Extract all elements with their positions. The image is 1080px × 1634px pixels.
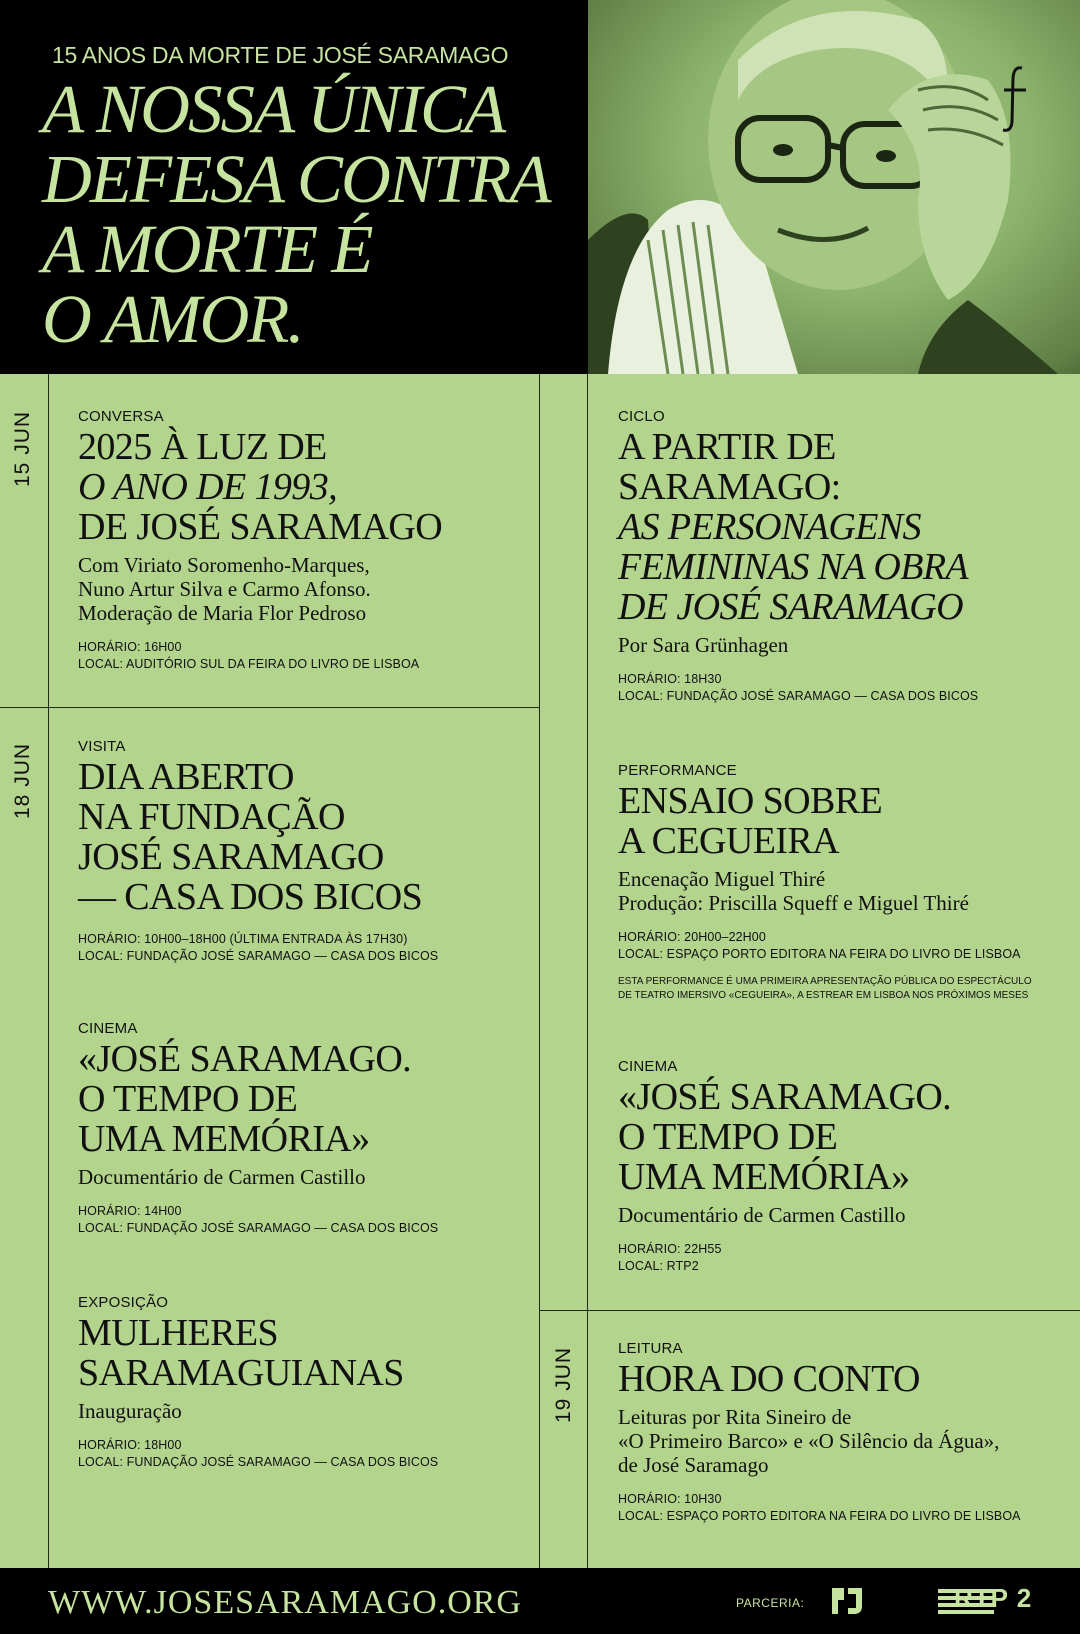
event-subtitle (618, 867, 1068, 915)
event-meta (78, 931, 528, 965)
event-meta (78, 639, 528, 673)
event-subtitle-line: Leituras por Rita Sineiro de (618, 1405, 852, 1429)
headline-line: DEFESA CONTRA (42, 141, 550, 217)
event-title-line: «JOSÉ SARAMAGO. (78, 1038, 412, 1080)
event-note-line: ESTA PERFORMANCE É UMA PRIMEIRA APRESENTAÇÃO PÚBLICA DO ESPECTÁCULO (618, 976, 1032, 987)
event-title (618, 781, 1068, 861)
event-subtitle-line: Moderação de Maria Flor Pedroso (78, 601, 367, 625)
event-subtitle-line: Com Viriato Soromenho-Marques, (78, 553, 370, 577)
event-title-line: ENSAIO SOBRE (618, 780, 883, 822)
event-title-line: JOSÉ SARAMAGO (78, 836, 384, 878)
event-title-italic: FEMININAS NA OBRA (618, 546, 969, 588)
event-title-line: A CEGUEIRA (618, 820, 839, 862)
date-label: 15 JUN (11, 410, 34, 487)
divider-center-right (587, 374, 588, 1568)
event-category: CINEMA (78, 1020, 138, 1037)
event-title-line (78, 467, 528, 507)
event-subtitle (618, 1405, 1068, 1477)
event-subtitle-line: Produção: Priscilla Squeff e Miguel Thiré (618, 891, 969, 915)
event-meta (618, 1491, 1068, 1525)
event-title (78, 1313, 528, 1393)
event-time: HORÁRIO: 10H30 (618, 1492, 722, 1506)
event-title-line: SARAMAGUIANAS (78, 1352, 404, 1394)
event-title-line: SARAMAGO: (618, 466, 841, 508)
fundacao-f-logo-icon (1000, 64, 1030, 134)
event-title-line: — CASA DOS BICOS (78, 876, 423, 918)
event-time: HORÁRIO: 22H55 (618, 1242, 722, 1256)
event-subtitle (78, 1165, 528, 1189)
event-place: LOCAL: RTP2 (618, 1259, 699, 1273)
event-exposicao (78, 1294, 528, 1471)
event-time: HORÁRIO: 16H00 (78, 640, 182, 654)
event-category: EXPOSIÇÃO (78, 1294, 169, 1311)
event-title (78, 427, 528, 547)
event-title-line: «JOSÉ SARAMAGO. (618, 1076, 952, 1118)
event-title (618, 1077, 1068, 1197)
event-meta (78, 1437, 528, 1471)
website-link[interactable]: WWW.JOSESARAMAGO.ORG (48, 1584, 522, 1621)
header-kicker: 15 ANOS DA MORTE DE JOSÉ SARAMAGO (52, 42, 509, 68)
event-category: LEITURA (618, 1340, 683, 1357)
event-cinema-1 (78, 1020, 528, 1237)
partner-logo-icon (830, 1586, 864, 1616)
event-category: CINEMA (618, 1058, 678, 1075)
event-subtitle (78, 1399, 528, 1423)
event-meta (618, 671, 1068, 705)
headline (42, 71, 582, 357)
event-subtitle-line: «O Primeiro Barco» e «O Silêncio da Água», (618, 1429, 1000, 1453)
event-ciclo (618, 408, 1068, 705)
event-title-line: DE JOSÉ SARAMAGO (78, 506, 443, 548)
event-title-line: UMA MEMÓRIA» (78, 1118, 370, 1160)
event-category: PERFORMANCE (618, 762, 737, 779)
event-title-line: MULHERES (78, 1312, 278, 1354)
event-meta (618, 1241, 1068, 1275)
header-text-block (0, 0, 586, 374)
event-note (618, 975, 1068, 1003)
event-title-line: A PARTIR DE (618, 426, 836, 468)
event-time: HORÁRIO: 18H00 (78, 1438, 182, 1452)
event-meta (618, 929, 1068, 963)
event-title-line: HORA DO CONTO (618, 1358, 920, 1400)
event-note-line: DE TEATRO IMERSIVO «CEGUEIRA», A ESTREAR EM LISBOA NOS PRÓXIMOS MESES (618, 990, 1029, 1001)
event-category: VISITA (78, 738, 126, 755)
event-place: LOCAL: FUNDAÇÃO JOSÉ SARAMAGO — CASA DOS BICOS (78, 1221, 439, 1235)
event-time: HORÁRIO: 14H00 (78, 1204, 182, 1218)
date-label: 19 JUN (552, 1346, 575, 1423)
event-title-line: NA FUNDAÇÃO (78, 796, 345, 838)
event-subtitle-line: Por Sara Grünhagen (618, 633, 789, 657)
event-subtitle-line: de José Saramago (618, 1453, 769, 1477)
event-title-line: DIA ABERTO (78, 756, 294, 798)
event-title (78, 1039, 528, 1159)
event-meta (78, 1203, 528, 1237)
divider-jun15-jun18 (0, 707, 540, 708)
event-performance (618, 762, 1068, 1003)
event-title-line: UMA MEMÓRIA» (618, 1156, 910, 1198)
event-time: HORÁRIO: 20H00–22H00 (618, 930, 766, 944)
event-subtitle (618, 633, 1068, 657)
event-title-italic: AS PERSONAGENS (618, 506, 921, 548)
headline-line: A NOSSA ÚNICA (42, 71, 505, 147)
divider-center-left (539, 374, 540, 1568)
event-title (618, 427, 1068, 627)
event-category: CICLO (618, 408, 665, 425)
event-place: LOCAL: FUNDAÇÃO JOSÉ SARAMAGO — CASA DOS BICOS (78, 949, 439, 963)
event-title-italic: O ANO DE 1993, (78, 466, 338, 508)
event-subtitle-line: Documentário de Carmen Castillo (78, 1165, 366, 1189)
divider-jun19 (539, 1310, 1080, 1311)
rtp2-label: RTP 2 (954, 1583, 1033, 1613)
divider-left-date-col (48, 374, 49, 1568)
event-title-line: O TEMPO DE (618, 1116, 838, 1158)
event-title (78, 757, 528, 917)
event-subtitle-line: Documentário de Carmen Castillo (618, 1203, 906, 1227)
date-label: 18 JUN (11, 742, 34, 819)
event-leitura (618, 1340, 1068, 1525)
headline-line: A MORTE É (42, 211, 372, 287)
event-subtitle-line: Inauguração (78, 1399, 182, 1423)
event-visita (78, 738, 528, 965)
event-place: LOCAL: FUNDAÇÃO JOSÉ SARAMAGO — CASA DOS BICOS (618, 689, 979, 703)
partner-label: PARCERIA: (736, 1596, 805, 1610)
event-title-line: O TEMPO DE (78, 1078, 298, 1120)
event-title-line (618, 547, 1068, 587)
event-title-line: 2025 À LUZ DE (78, 426, 327, 468)
event-conversa (78, 408, 528, 673)
event-place: LOCAL: ESPAÇO PORTO EDITORA NA FEIRA DO LIVRO DE LISBOA (618, 1509, 1021, 1523)
event-title-italic: DE JOSÉ SARAMAGO (618, 586, 963, 628)
event-subtitle (618, 1203, 1068, 1227)
event-time: HORÁRIO: 10H00–18H00 (ÚLTIMA ENTRADA ÀS 17H30) (78, 932, 408, 946)
event-title-line (618, 507, 1068, 547)
event-subtitle-line: Nuno Artur Silva e Carmo Afonso. (78, 577, 371, 601)
event-cinema-2 (618, 1058, 1068, 1275)
portrait-photo (588, 0, 1080, 374)
event-title-line (618, 587, 1068, 627)
event-place: LOCAL: FUNDAÇÃO JOSÉ SARAMAGO — CASA DOS BICOS (78, 1455, 439, 1469)
event-title (618, 1359, 1068, 1399)
header-band (0, 0, 1080, 374)
event-place: LOCAL: AUDITÓRIO SUL DA FEIRA DO LIVRO DE LISBOA (78, 657, 420, 671)
event-category: CONVERSA (78, 408, 164, 425)
event-subtitle (78, 553, 528, 625)
event-time: HORÁRIO: 18H30 (618, 672, 722, 686)
footer (0, 1568, 1080, 1634)
event-subtitle-line: Encenação Miguel Thiré (618, 867, 826, 891)
event-place: LOCAL: ESPAÇO PORTO EDITORA NA FEIRA DO LIVRO DE LISBOA (618, 947, 1021, 961)
headline-line: O AMOR. (42, 281, 303, 357)
